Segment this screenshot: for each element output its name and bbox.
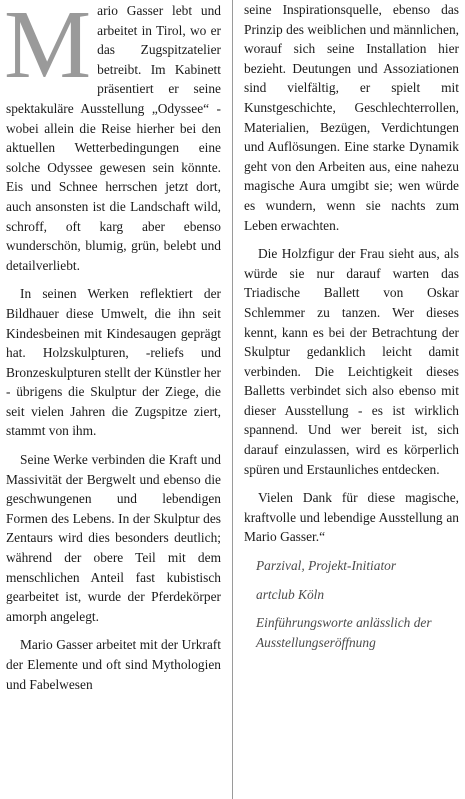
column-divider [232,0,233,799]
paragraph: Mario Gasser arbeitet mit der Urkraft der Elemente und oft sind Mythologien und Fabelwesen [6,637,221,692]
signature-note: Einführungsworte anlässlich der Ausstellungseröffnung [256,615,432,650]
paragraph: Seine Werke verbinden die Kraft und Massivität der Bergwelt und ebenso die geschwungenen und lebendigen Formen des Lebens. In der Skulptur des Zentaurs wird dies besonders deutlich; während der obere Teil mit dem menschlichen Anteil fast kubistisch gearbeitet ist, wurde der Pferdekörper amorph angelegt. [6,452,221,624]
signature-organization: artclub Köln [256,586,325,602]
left-column [6,0,221,703]
signature-author: Parzival, Projekt-Initiator [256,558,397,574]
paragraph-intro [6,1,221,275]
signature-block [244,556,459,652]
drop-cap: M [4,0,92,99]
paragraph: Die Holzfigur der Frau sieht aus, als würde sie nur darauf warten das Triadische Ballett von Oskar Schlemmer zu tanzen. Wer dieses kennt, kann es bei der Betrachtung der Skulptur gedanklich leicht damit verbinden. Die Leichtigkeit dieses Balletts verbindet sich also ebenso mit dieser Ausstellung - es ist wirklich spannend. Und wer bereit ist, sich darauf einzulassen, wird es körperlich spüren und Erstaunliches entdecken. [244,246,459,477]
paragraph: In seinen Werken reflektiert der Bildhauer diese Umwelt, die ihn seit Kindesbeinen mit Kindesaugen geprägt hat. Holzskulpturen, -reliefs und Bronzeskulpturen stellt der Künstler her - übrigens die Skulptur der Ziege, die seit vielen Jahren die Zugspitze ziert, stammt von ihm. [6,286,221,439]
paragraph: Vielen Dank für diese magische, kraftvolle und lebendige Ausstellung an Mario Gasser.“ [244,490,459,545]
paragraph: seine Inspirationsquelle, ebenso das Prinzip des weiblichen und männlichen, worauf sich seine Installation hier bezieht. Deutungen und Assoziationen sind vielfältig, er spielt mit Kunstgeschichte, Geschlechterrollen, Materialien, Bezügen, Verdichtungen und Auflösungen. Eine starke Dynamik geht von den Arbeiten aus, eine nahezu magische Aura umgibt sie; wen würde es wundern, wenn sie nachts zum Leben erwachten. [244,2,459,233]
right-column [244,0,459,661]
paragraph-intro-text: ario Gasser lebt und arbeitet in Tirol, wo er das Zugspitzatelier betreibt. Im Kabinett präsentiert er seine spektakuläre Ausstellung „Odyssee“ - wobei allein die Reise hierher bei den aktuellen Wetterbedingungen eine solche Odyssee gewesen sein könnte. Eis und Schnee herrschen jetzt dort, auch ansonsten ist die Landschaft wild, schroff, oft karg aber ebenso wunderschön, blumig, grün, belebt und detailverliebt. [6,3,221,273]
